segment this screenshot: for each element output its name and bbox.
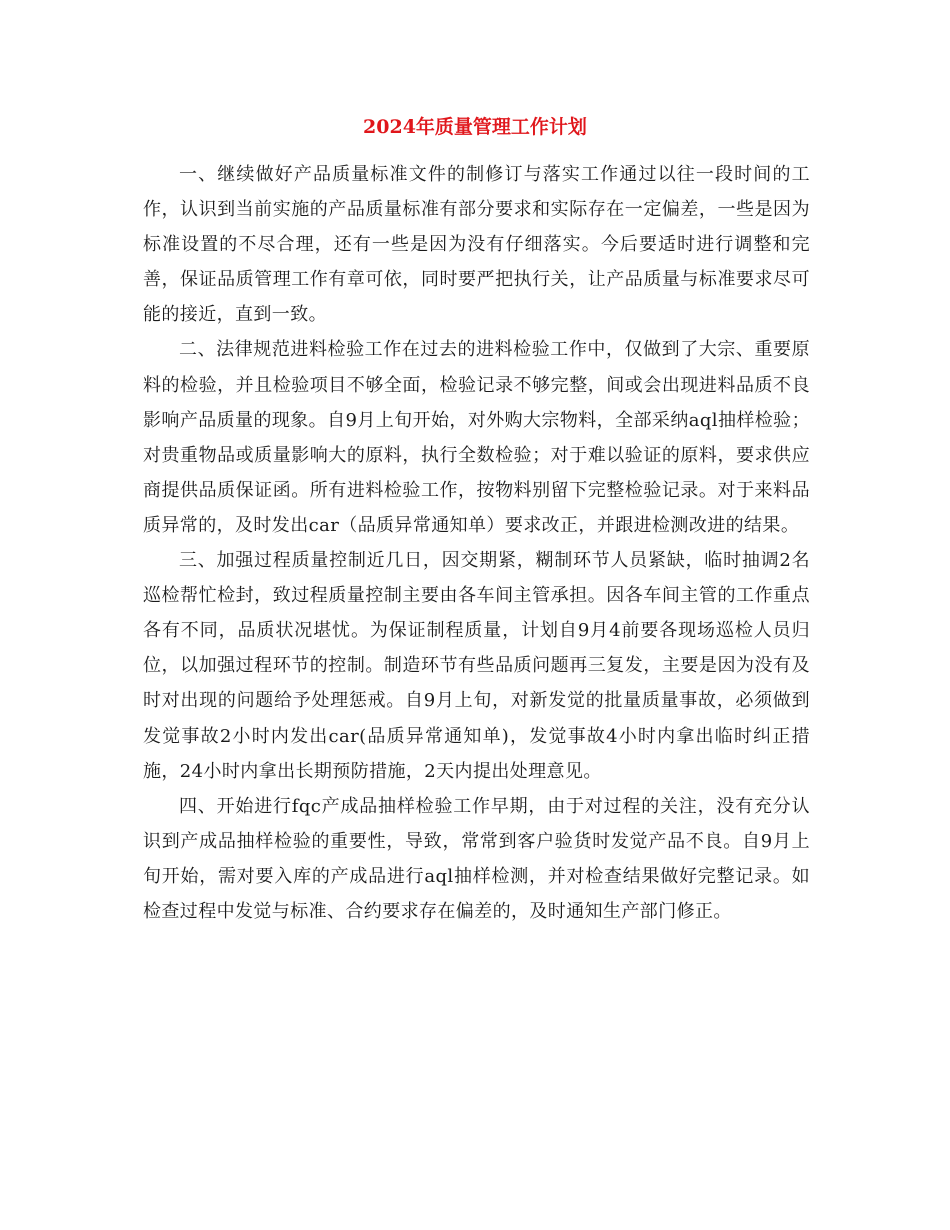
paragraph-1: 一、继续做好产品质量标准文件的制修订与落实工作通过以往一段时间的工作，认识到当前实施的产品质量标准有部分要求和实际存在一定偏差，一些是因为标准设置的不尽合理，还有一些是因为没有仔细落实。今后要适时进行调整和完善，保证品质管理工作有章可依，同时要严把执行关，让产品质量与标准要求尽可能的接近，直到一致。 <box>143 164 810 326</box>
paragraph-3: 三、加强过程质量控制近几日，因交期紧，糊制环节人员紧缺，临时抽调2名巡检帮忙检封，致过程质量控制主要由各车间主管承担。因各车间主管的工作重点各有不同，品质状况堪忧。为保证制程质量，计划自9月4前要各现场巡检人员归位，以加强过程环节的控制。制造环节有些品质问题再三复发，主要是因为没有及时对出现的问题给予处理惩戒。自9月上旬，对新发觉的批量质量事故，必须做到发觉事故2小时内发出car(品质异常通知单)，发觉事故4小时内拿出临时纠正措施，24小时内拿出长期预防措施，2天内提出处理意见。 <box>143 550 810 782</box>
document-body <box>143 157 810 929</box>
paragraph-4: 四、开始进行fqc产成品抽样检验工作早期，由于对过程的关注，没有充分认识到产成品抽样检验的重要性，导致，常常到客户验货时发觉产品不良。自9月上旬开始，需对要入库的产成品进行aql抽样检测，并对检查结果做好完整记录。如检查过程中发觉与标准、合约要求存在偏差的，及时通知生产部门修正。 <box>143 795 810 922</box>
paragraph-2: 二、法律规范进料检验工作在过去的进料检验工作中，仅做到了大宗、重要原料的检验，并且检验项目不够全面，检验记录不够完整，间或会出现进料品质不良影响产品质量的现象。自9月上旬开始，对外购大宗物料，全部采纳aql抽样检验；对贵重物品或质量影响大的原料，执行全数检验；对于难以验证的原料，要求供应商提供品质保证函。所有进料检验工作，按物料别留下完整检验记录。对于来料品质异常的，及时发出car（品质异常通知单）要求改正，并跟进检测改进的结果。 <box>143 339 810 536</box>
document-title: 2024年质量管理工作计划 <box>363 116 587 138</box>
